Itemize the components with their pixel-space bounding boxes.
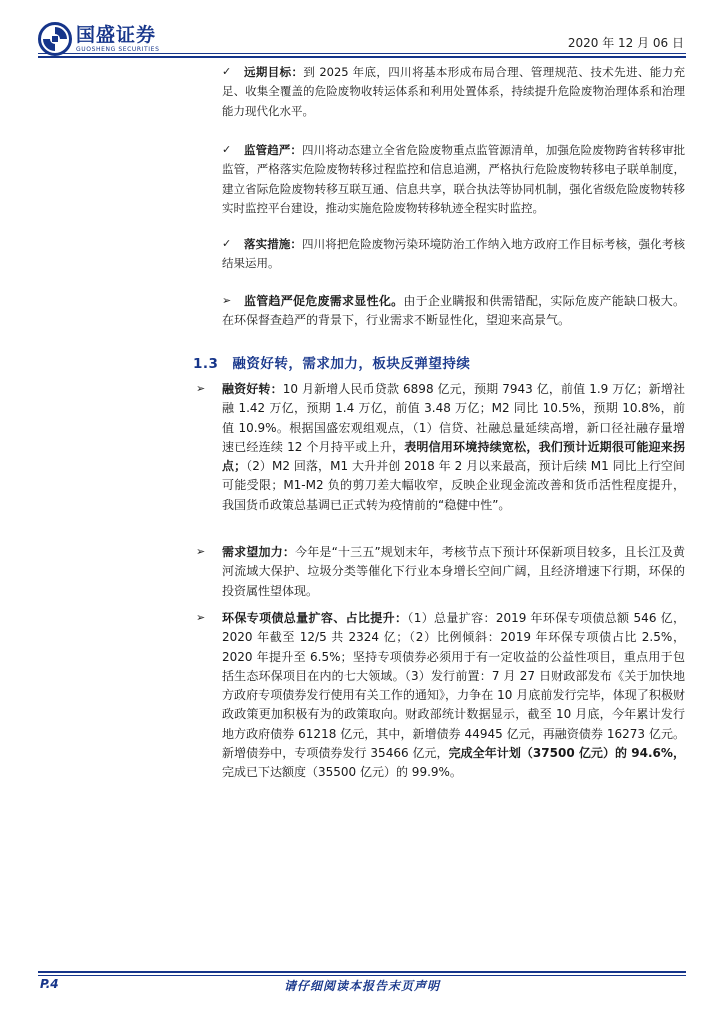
item-text-tail: （2）M2 回落，M1 大升并创 2018 年 2 月以来最高，预计后续 M1 同比上行空间可能受限；M1-M2 负的剪刀差大幅收窄，反映企业现金流改善和货币活性程度提升，我国货币政策总基调已正式转为疫情前的“稳健中性”。 [222,459,685,512]
item-text: 由于企业瞒报和供需错配，实际危废产能缺口极大。在环保督查趋严的背景下，行业需求不断显性化，望迎来高景气。 [222,294,685,328]
arrow-bullet-icon: ➢ [222,294,232,307]
footer-divider [38,975,686,976]
paragraph-special-bonds [222,609,685,783]
paragraph-long-term-goal [222,63,685,121]
item-highlight: 完成全年计划（37500 亿元）的 94.6%， [448,746,685,761]
section-number: 1.3 [193,356,219,372]
item-text: （1）总量扩容：2019 年环保专项债总额 546 亿，2020 年截至 12/5 共 2324 亿；（2）比例倾斜：2019 年环保专项债占比 2.5%，2020 年提升至 6.5%；坚持专项债券必须用于有一定收益的公益性项目，重点用于包括生态环保项目在内的七大领域。（3）发行前置：7 月 27 日财政部发布《关于加快地方政府专项债券发行使用有关工作的通知》，力争在 10 月底前发行完毕，体现了积极财政政策更加积极有为的政策取向。财政部统计数据显示，截至 10 月底，今年累计发行地方政府债券 61218 亿元，其中，新增债券 44945 亿元，再融资债券 16273 亿元。新增债券中，专项债券发行 35466 亿元， [222,611,685,761]
report-date: 2020 年 12 月 06 日 [567,36,684,50]
paragraph-measures [222,235,685,274]
item-title: 监管趋严： [244,143,303,157]
check-icon: ✓ [222,65,232,78]
header-divider-thick [38,56,686,58]
item-text: 10 月新增人民币贷款 6898 亿元，预期 7943 亿，前值 1.9 万亿；新增社融 1.42 万亿，预期 1.4 万亿，前值 3.48 万亿；M2 同比 10.5%，预期 10.8%，前值 10.9%。根据国盛宏观组观点，（1）信贷、社融总量延续高增，新口径社融存量增速已经连续 12 个月持平或上升， [222,382,685,454]
arrow-bullet-icon: ➢ [196,545,206,558]
paragraph-supervision [222,141,685,218]
check-icon: ✓ [222,143,232,156]
item-title: 落实措施： [244,237,303,251]
item-title: 远期目标： [244,65,304,79]
footer-disclaimer: 请仔细阅读本报告末页声明 [283,979,440,993]
arrow-bullet-icon: ➢ [196,611,206,624]
item-title: 需求望加力： [222,545,296,559]
item-title: 监管趋严促危废需求显性化。 [244,294,404,308]
paragraph-financing [222,380,685,515]
item-text: 四川将把危险废物污染环境防治工作纳入地方政府工作目标考核，强化考核结果运用。 [222,237,686,271]
item-text: 四川将动态建立全省危险废物重点监管源清单，加强危险废物跨省转移审批监管，严格落实危险废物转移过程监控和信息追溯，严格执行危险废物转移电子联单制度，建立省际危险废物转移互联互通、信息共享，联合执法等协同机制，强化省级危险废物转移实时监控平台建设，推动实施危险废物转移轨迹全程实时监控。 [222,143,686,215]
logo-subtitle: GUOSHENG SECURITIES [76,46,160,53]
arrow-bullet-icon: ➢ [196,382,206,395]
check-icon: ✓ [222,237,232,250]
page-header [0,0,724,66]
item-text: 今年是“十三五”规划末年，考核节点下预计环保新项目较多，且长江及黄河流域大保护、垃圾分类等催化下行业本身增长空间广阔，且经济增速下行期，环保的投资属性望体现。 [222,545,685,598]
item-title: 融资好转： [222,382,283,396]
section-title: 融资好转，需求加力，板块反弹望持续 [232,356,471,372]
item-text-tail: 完成已下达额度（35500 亿元）的 99.9%。 [222,765,462,780]
paragraph-demand [222,543,685,601]
item-highlight: 表明信用环境持续宽松，我们预计近期很可能迎来拐点； [222,439,685,474]
company-logo [38,22,159,56]
paragraph-demand-explicit [222,292,685,331]
section-heading [193,352,470,372]
item-text: 到 2025 年底，四川将基本形成布局合理、管理规范、技术先进、能力充足、收集全覆盖的危险废物收转运体系和利用处置体系，持续提升危险废物治理体系和治理能力现代化水平。 [222,65,686,118]
page-number: P.4 [40,977,59,991]
guosheng-logo-icon [38,22,72,56]
footer-divider-thick [38,971,686,973]
header-divider [38,53,686,54]
logo-name: 国盛证券 [76,24,157,46]
item-title: 环保专项债总量扩容、占比提升： [222,611,408,625]
